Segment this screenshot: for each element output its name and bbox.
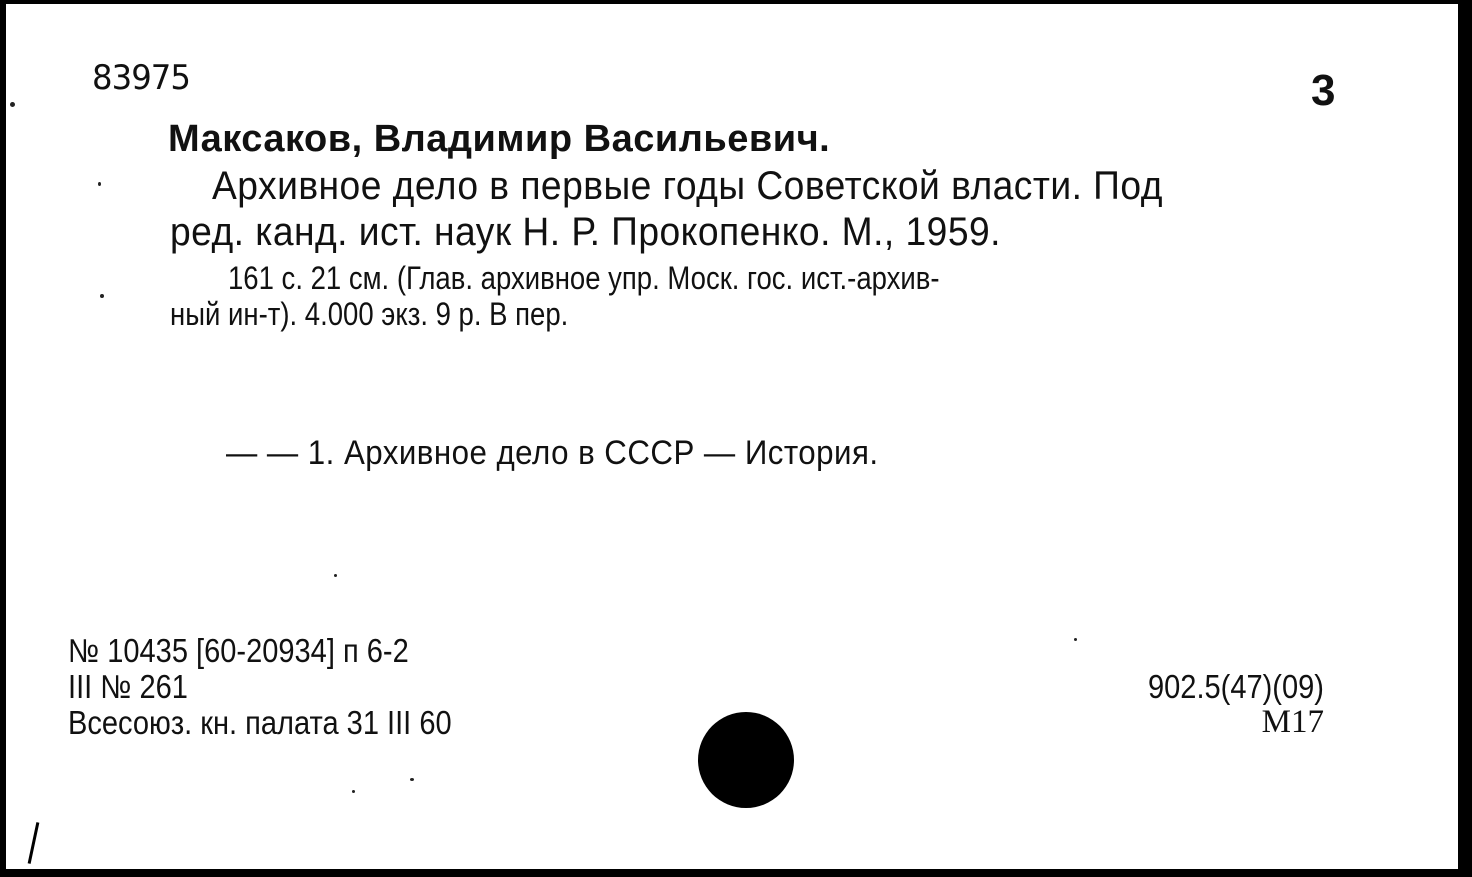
imprint-line-2: III № 261: [68, 668, 188, 705]
scan-speck: [10, 102, 15, 107]
classification-code: 902.5(47)(09): [1148, 668, 1324, 705]
accession-number: 83975: [92, 58, 191, 98]
subject-tracing: — — 1. Архивное дело в СССР — История.: [226, 434, 879, 472]
imprint-line-1: № 10435 [60-20934] п 6-2: [68, 632, 409, 669]
scan-speck: [1074, 638, 1077, 641]
imprint-line-3: Всесоюз. кн. палата 31 III 60: [68, 704, 452, 741]
collation-line-1: 161 с. 21 см. (Глав. архивное упр. Моск. гос. ист.-архив-: [228, 260, 940, 296]
scan-speck: [334, 574, 337, 577]
pencil-mark: [28, 822, 40, 864]
scan-speck: [352, 790, 355, 793]
scan-speck: [410, 778, 414, 781]
cutter-mark: М17: [1261, 704, 1324, 740]
punch-hole: [698, 712, 794, 808]
author-heading: Максаков, Владимир Васильевич.: [168, 118, 831, 160]
section-number: 3: [1311, 66, 1336, 115]
scan-speck: [100, 294, 104, 298]
title-line-1: Архивное дело в первые годы Советской власти. Под: [212, 164, 1163, 208]
title-line-2: ред. канд. ист. наук Н. Р. Прокопенко. М., 1959.: [170, 210, 1001, 254]
collation-line-2: ный ин-т). 4.000 экз. 9 р. В пер.: [170, 296, 569, 332]
scan-speck: [98, 182, 101, 186]
